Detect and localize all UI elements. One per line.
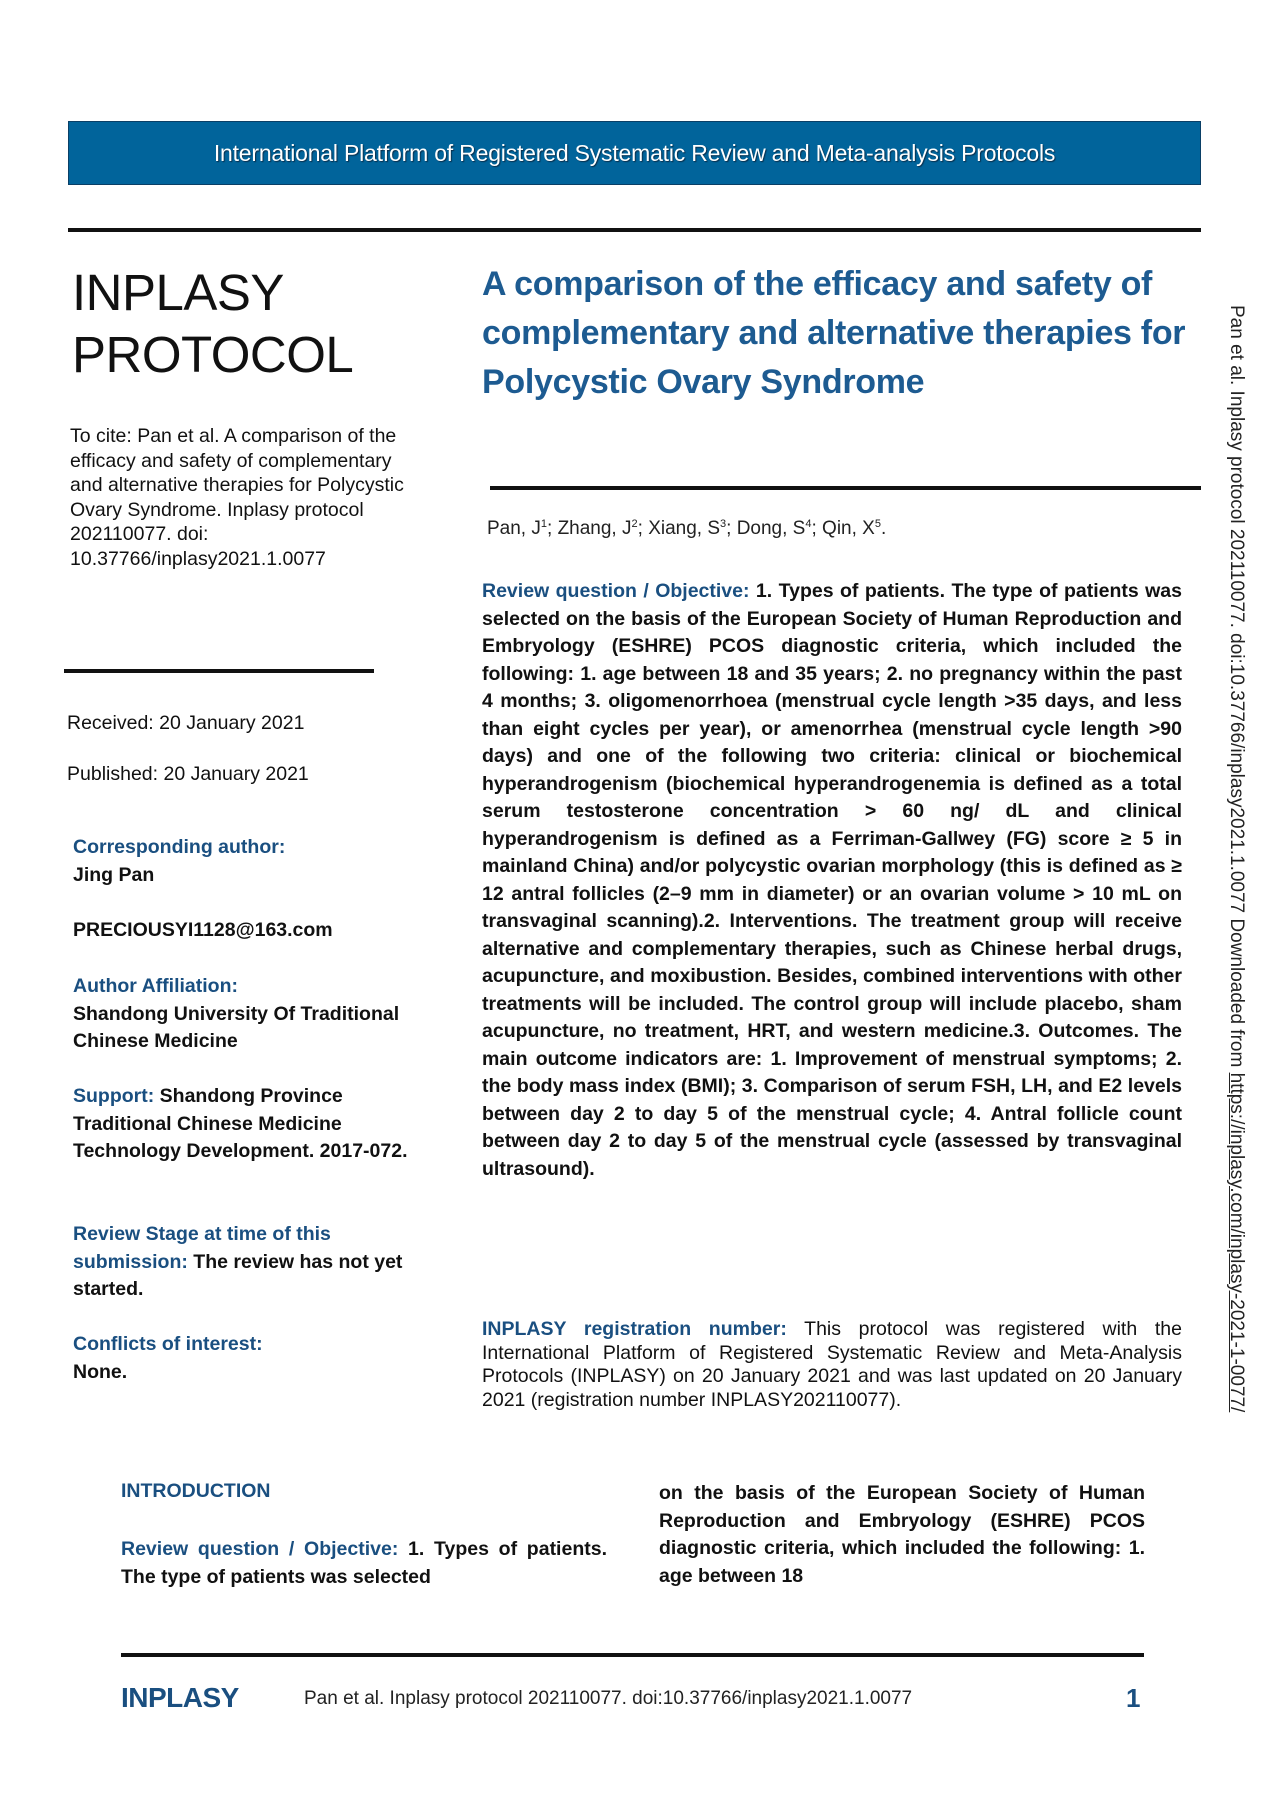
intro-objective — [121, 1536, 607, 1591]
review-stage-block — [73, 1221, 418, 1304]
corresponding-author — [73, 834, 418, 889]
page-number: 1 — [1126, 1683, 1141, 1713]
protocol-title: PROTOCOL — [72, 326, 354, 383]
citation-text: To cite: Pan et al. A comparison of the efficacy and safety of complementary and alternative therapies for Polycystic Ovary Syndrome. Inplasy protocol 202110077. doi: 10.37766/inplasy2021.1.0077 — [70, 425, 404, 570]
support-label: Support: — [73, 1085, 155, 1107]
intro-objective-text: 1. Types of patients. The type of patients was selected — [121, 1538, 607, 1588]
author-affiliation-index: 5 — [874, 518, 881, 530]
objective-text: 1. Types of patients. The type of patients was selected on the basis of the European Society of Human Reproduction and Embryology (ESHRE) PCOS diagnostic criteria, which included the following: 1. age between 18 and 35 years; 2. no pregnancy within the past 4 months; 3. oligomenorrhoea (menstrual cycle length >35 days, and less than eight cycles per year), or amenorrhea (menstrual cycle length >90 days) and one of the following two criteria: clinical or biochemical hyperandrogenism (biochemical hyperandrogenemia is defined as a total serum testosterone concentration > 60 ng/ dL and clinical hyperandrogenism is defined as a Ferriman-Gallwey (FG) score ≥ 5 in mainland China) and/or polycystic ovarian morphology (this is defined as ≥ 12 antral follicles (2–9 mm in diameter) or an ovarian volume > 10 mL on transvaginal scanning).2. Interventions. The treatment group will receive alternative and complementary therapies, such as Chinese herbal drugs, acupuncture, and moxibustion. Besides, combined interventions with other treatments will be included. The control group will include placebo, sham acupuncture, no treatment, HRT, and western medicine.3. Outcomes. The main outcome indicators are: 1. Improvement of menstrual symptoms; 2. the body mass index (BMI); 3. Comparison of serum FSH, LH, and E2 levels between day 2 to day 5 of the menstrual cycle; 4. Antral follicle count between day 2 to day 5 of the menstrual cycle (assessed by transvaginal ultrasound). — [482, 580, 1183, 1180]
published-date: Published: 20 January 2021 — [67, 763, 309, 785]
author-name: Pan, J — [487, 518, 541, 539]
support-value: Shandong Province Traditional Chinese Medicine Technology Development. 2017-072. — [73, 1085, 408, 1162]
left-divider — [64, 669, 374, 673]
title-divider — [490, 486, 1201, 490]
author-name: Xiang, S — [648, 518, 721, 539]
footer-divider — [121, 1653, 1144, 1657]
registration-text: This protocol was registered with the International Platform of Registered Systematic Review and Meta-Analysis Protocols (INPLASY) on 20 January 2021 and was last updated on 20 January 2021 (registration number INPLASY202110077). — [482, 1318, 1182, 1411]
author-name: Qin, X — [822, 518, 875, 539]
banner-text: International Platform of Registered Systematic Review and Meta-analysis Protocols — [213, 139, 1056, 166]
author-affiliation-index: 1 — [540, 518, 547, 530]
download-link[interactable]: https://inplasy.com/inplasy-2021-1-0077/ — [1226, 1072, 1247, 1413]
introduction-column-2: on the basis of the European Society of Human Reproduction and Embryology (ESHRE) PCOS diagnostic criteria, which included the following: 1. age between 18 — [659, 1482, 1145, 1587]
author-affiliation — [73, 973, 418, 1056]
top-divider — [68, 228, 1201, 232]
author-affiliation-index: 3 — [720, 518, 727, 530]
author-separator: ; — [811, 518, 823, 539]
author-email[interactable]: PRECIOUSYI1128@163.com — [73, 919, 333, 941]
affiliation-value: Shandong University Of Traditional Chinese Medicine — [73, 1002, 400, 1052]
conflicts-label: Conflicts of interest: — [73, 1333, 263, 1355]
author-separator: ; — [547, 518, 558, 539]
conflicts-block — [73, 1331, 418, 1386]
intro-objective-label: Review question / Objective: — [121, 1538, 399, 1560]
support-block — [73, 1083, 418, 1166]
registration-info — [482, 1318, 1182, 1412]
introduction-heading: INTRODUCTION — [121, 1480, 271, 1502]
paper-title: A comparison of the efficacy and safety of complementary and alternative therapies for Polycystic Ovary Syndrome — [482, 265, 1186, 401]
objective-label: Review question / Objective: — [482, 580, 750, 602]
corresponding-label: Corresponding author: — [73, 836, 286, 858]
author-affiliation-index: 4 — [805, 518, 812, 530]
author-separator: ; — [726, 518, 737, 539]
author-name: Zhang, J — [557, 518, 632, 539]
inplasy-title: INPLASY — [72, 264, 284, 321]
left-title-block — [72, 262, 432, 386]
affiliation-label: Author Affiliation: — [73, 975, 238, 997]
author-affiliation-index: 2 — [631, 518, 638, 530]
footer-brand: INPLASY — [121, 1682, 239, 1713]
introduction-column-1 — [121, 1480, 607, 1591]
author-name: Dong, S — [736, 518, 806, 539]
review-stage-value: The review has not yet started. — [73, 1250, 403, 1300]
download-note-text: Pan et al. Inplasy protocol 202110077. doi:10.37766/inplasy2021.1.0077 Downloaded from — [1226, 305, 1247, 1073]
review-objective — [482, 578, 1182, 1183]
corresponding-name: Jing Pan — [73, 863, 155, 886]
footer-citation: Pan et al. Inplasy protocol 202110077. doi:10.37766/inplasy2021.1.0077 — [304, 1688, 913, 1709]
vertical-download-note — [1225, 305, 1247, 1412]
author-list — [487, 518, 886, 540]
author-separator: . — [880, 518, 887, 539]
header-banner — [68, 121, 1201, 185]
received-date: Received: 20 January 2021 — [67, 712, 305, 734]
author-separator: ; — [637, 518, 649, 539]
review-stage-label: Review Stage at time of this submission: — [73, 1223, 331, 1273]
registration-label: INPLASY registration number: — [482, 1318, 787, 1340]
conflicts-value: None. — [73, 1360, 128, 1383]
